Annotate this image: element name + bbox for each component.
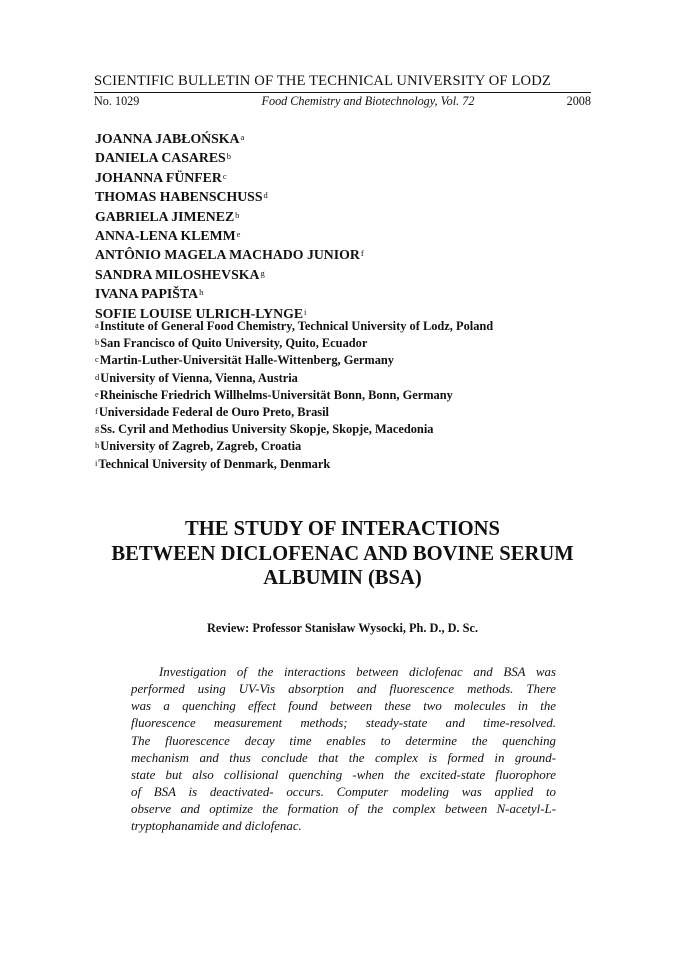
affiliation: $^c$Martin-Luther-Universität Halle-Wittenberg, Germany: [95, 353, 394, 368]
author: DANIELA CASARES$^b$: [95, 150, 231, 166]
abstract-line: fluorescence measurement methods; steady-state and time-resolved.: [131, 716, 556, 731]
author: SOFIE LOUISE ULRICH-LYNGE$^i$: [95, 305, 307, 321]
issue-number: No. 1029: [94, 94, 140, 108]
author: THOMAS HABENSCHUSS$^d$: [95, 189, 268, 205]
affiliation: $^d$University of Vienna, Vienna, Austria: [95, 370, 298, 385]
author-list: [95, 129, 575, 323]
reviewer-line: Review: Professor Stanisław Wysocki, Ph. D., D. Sc.: [206, 621, 479, 635]
author: JOANNA JABŁOŃSKA$^a$: [95, 131, 245, 146]
author: JOHANNA FÜNFER$^c$: [95, 169, 227, 185]
author: ANTÔNIO MAGELA MACHADO JUNIOR$^f$: [95, 247, 364, 263]
title-line: THE STUDY OF INTERACTIONS: [185, 518, 500, 540]
affiliation: $^i$Technical University of Denmark, Denmark: [95, 456, 331, 471]
affiliation: $^h$University of Zagreb, Zagreb, Croatia: [95, 439, 302, 454]
title-line: ALBUMIN (BSA): [263, 567, 422, 589]
affiliation: $^g$Ss. Cyril and Methodius University Skopje, Skopje, Macedonia: [95, 422, 434, 437]
author: SANDRA MILOSHEVSKA$^g$: [95, 266, 265, 282]
paper-title: [60, 517, 625, 591]
author: GABRIELA JIMENEZ$^b$: [95, 208, 240, 224]
abstract-line: observe and optimize the formation of the complex between N-acetyl-L-: [131, 802, 556, 817]
journal-meta: [94, 94, 591, 109]
header-rule: [94, 92, 591, 93]
abstract-line: tryptophanamide and diclofenac.: [131, 819, 302, 834]
author: ANNA-LENA KLEMM$^e$: [95, 228, 241, 244]
affiliation: $^b$San Francisco of Quito University, Quito, Ecuador: [95, 336, 368, 351]
affiliation-list: [95, 318, 595, 473]
abstract-line: was a quenching effect found between these two molecules in the: [131, 699, 556, 714]
author: IVANA PAPIŠTA$^h$: [95, 286, 204, 302]
title-line: BETWEEN DICLOFENAC AND BOVINE SERUM: [111, 542, 574, 565]
abstract-line: mechanism and thus conclude that the complex is formed in ground-: [131, 750, 556, 765]
abstract-line: state but also collisional quenching -when the excited-state fluorophore: [131, 767, 556, 782]
publication-year: 2008: [566, 94, 591, 108]
affiliation: $^f$Universidade Federal de Ouro Preto, Brasil: [95, 405, 329, 420]
abstract: [131, 664, 556, 836]
journal-series: Food Chemistry and Biotechnology, Vol. 72: [261, 94, 475, 108]
abstract-line: performed using UV-Vis absorption and fluorescence methods. There: [131, 682, 556, 697]
abstract-line: Investigation of the interactions between diclofenac and BSA was: [159, 665, 556, 679]
abstract-line: of BSA is deactivated- occurs. Computer modeling was applied to: [131, 785, 556, 800]
journal-title: SCIENTIFIC BULLETIN OF THE TECHNICAL UNIVERSITY OF LODZ: [94, 73, 551, 89]
affiliation: $^e$Rheinische Friedrich Willhelms-Universität Bonn, Bonn, Germany: [95, 387, 453, 402]
affiliation: $^a$Institute of General Food Chemistry, Technical University of Lodz, Poland: [95, 319, 494, 333]
abstract-line: The fluorescence decay time enables to determine the quenching: [131, 733, 556, 748]
